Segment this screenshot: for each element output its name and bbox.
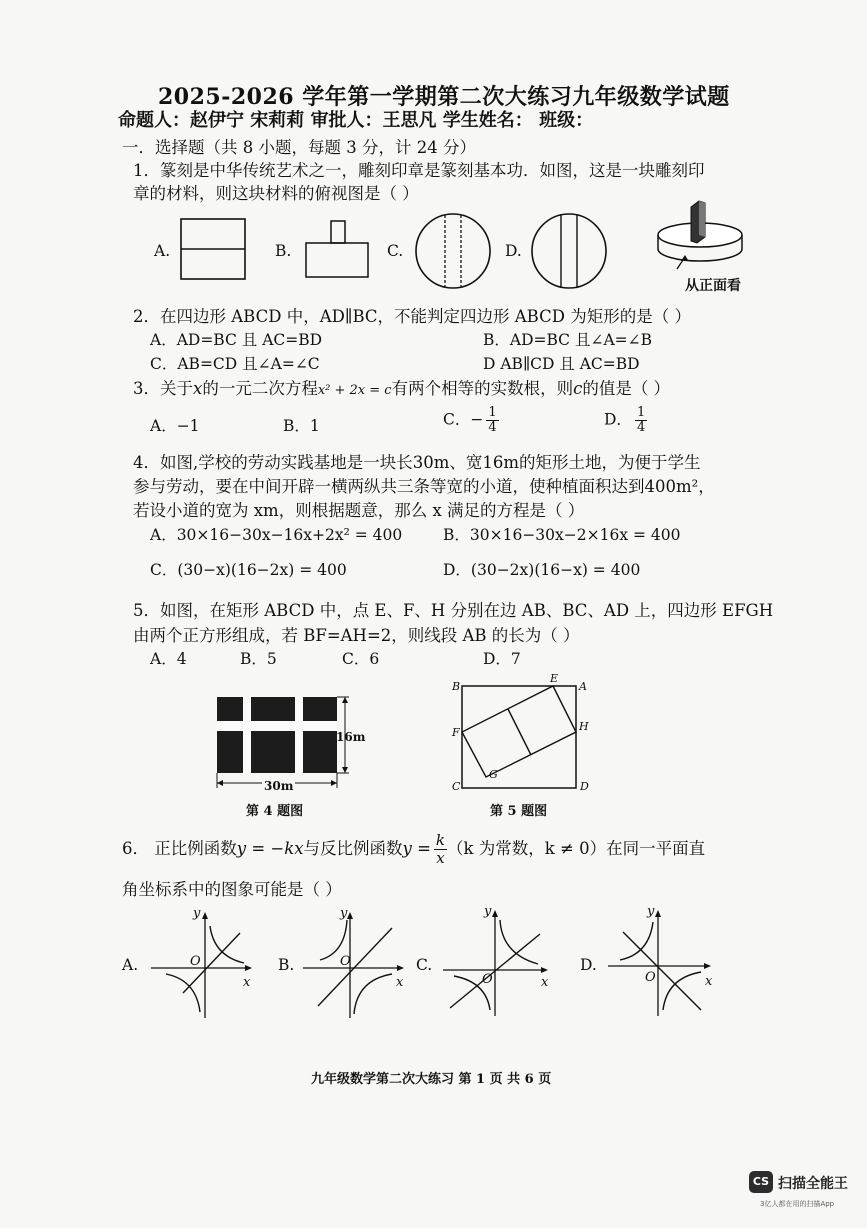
q6-frac-num: k — [435, 831, 446, 849]
q3-stem-a: 3．关于 — [133, 379, 193, 398]
fig5-label-g: G — [489, 768, 498, 781]
q2-option-b: B．AD=BC 且∠A=∠B — [483, 331, 653, 349]
q3-stem-d: 的值是（ ） — [582, 379, 671, 398]
q6-text-a: 6． 正比例函数 — [122, 839, 237, 858]
page-title: 2025-2026 学年第一学期第二次大练习九年级数学试题 — [158, 84, 730, 110]
q3-stem — [133, 375, 670, 399]
q6-option-a: A. — [122, 956, 139, 974]
q3-d-frac-num: 1 — [636, 405, 646, 420]
q6-a-origin: O — [190, 954, 201, 969]
q3-var-x: x — [193, 379, 203, 398]
q4-option-b: B．30×16−30x−2×16x = 400 — [443, 526, 681, 544]
q3-stem-b: 的一元二次方程 — [202, 379, 318, 398]
q1-option-d: D. — [505, 242, 522, 260]
q3-option-d-label: D． — [604, 410, 632, 429]
q6-graph-a — [148, 908, 258, 1023]
scanner-tagline: 3亿人都在用的扫描App — [760, 1200, 835, 1208]
q6-func2-lhs: y = — [402, 839, 431, 858]
q6-b-y-label: y — [340, 906, 348, 921]
q2-option-a: A．AD=BC 且 AC=BD — [150, 331, 323, 349]
q3-option-b: B．1 — [283, 417, 320, 435]
fig5-caption: 第 5 题图 — [490, 804, 548, 819]
fig5-label-h: H — [579, 720, 589, 733]
q6-d-x-label: x — [705, 974, 713, 989]
q3-option-d — [604, 406, 647, 435]
q1-option-a: A. — [154, 242, 171, 260]
fig5-label-b: B — [452, 680, 461, 693]
q3-option-a: A．−1 — [150, 417, 200, 435]
q3-equation: x² + 2x = c — [317, 383, 392, 398]
q6-option-b: B. — [278, 956, 295, 974]
fig4-caption: 第 4 题图 — [246, 804, 304, 819]
page-footer: 九年级数学第二次大练习 第 1 页 共 6 页 — [311, 1072, 552, 1087]
q5-option-c: C．6 — [342, 650, 380, 668]
q2-option-d: D AB∥CD 且 AC=BD — [483, 355, 640, 373]
authors-line: 命题人：赵伊宁 宋莉莉 审批人：王思凡 学生姓名： 班级： — [118, 110, 594, 131]
q6-b-x-label: x — [396, 975, 404, 990]
q3-d-frac-den: 4 — [636, 420, 646, 435]
q1-figure-d — [530, 212, 608, 290]
q6-c-origin: O — [482, 972, 493, 987]
q6-func1: y = −kx — [236, 839, 304, 858]
q6-c-x-label: x — [541, 975, 549, 990]
q1-figure-c — [414, 212, 492, 290]
q6-a-y-label: y — [193, 906, 201, 921]
q1-figure-b — [302, 220, 372, 280]
q6-line2: 角坐标系中的图象可能是（ ） — [122, 880, 342, 899]
fig5-label-e: E — [550, 672, 559, 685]
q6-line1 — [122, 832, 705, 867]
q2-option-c: C．AB=CD 且∠A=∠C — [150, 355, 320, 373]
q6-option-d: D. — [580, 956, 597, 974]
fig5-label-a: A — [579, 680, 587, 693]
q6-option-c: C. — [416, 956, 433, 974]
q1-line1: 1．篆刻是中华传统艺术之一，雕刻印章是篆刻基本功．如图，这是一块雕刻印 — [133, 161, 705, 180]
fig5-label-f: F — [452, 726, 460, 739]
q5-option-a: A．4 — [150, 650, 187, 668]
q5-option-d: D．7 — [483, 650, 521, 668]
q6-frac-den: x — [436, 849, 445, 867]
q3-c-frac-den: 4 — [488, 420, 497, 435]
q4-line3: 若设小道的宽为 xm，则根据题意，那么 x 满足的方程是（ ） — [133, 501, 585, 520]
q4-option-a: A．30×16−30x−16x+2x² = 400 — [150, 526, 403, 544]
q3-option-c — [443, 406, 499, 435]
q6-graph-c — [440, 906, 555, 1021]
q4-option-d: D．(30−2x)(16−x) = 400 — [443, 561, 641, 579]
q6-d-origin: O — [645, 970, 656, 985]
section-heading: 一．选择题（共 8 小题，每题 3 分，计 24 分） — [122, 138, 476, 157]
q6-graph-d — [605, 906, 720, 1021]
q3-var-c: c — [573, 379, 583, 398]
q5-line2: 由两个正方形组成，若 BF=AH=2，则线段 AB 的长为（ ） — [133, 626, 580, 645]
q1-view-label: 从正面看 — [685, 278, 741, 294]
q5-option-b: B．5 — [240, 650, 277, 668]
q3-stem-c: 有两个相等的实数根，则 — [391, 379, 574, 398]
q3-c-frac-num: 1 — [488, 405, 497, 420]
fig5-label-d: D — [580, 780, 589, 793]
q6-c-y-label: y — [484, 904, 492, 919]
q1-line2: 章的材料，则这块材料的俯视图是（ ） — [133, 184, 419, 203]
scanner-logo-icon: CS — [749, 1171, 773, 1193]
q6-d-y-label: y — [647, 904, 655, 919]
q6-graph-b — [300, 908, 410, 1023]
q4-line1: 4．如图,学校的劳动实践基地是一块长30m、宽16m的矩形土地，为便于学生 — [133, 453, 701, 472]
q1-option-b: B. — [275, 242, 292, 260]
fig5-label-c: C — [452, 780, 461, 793]
q6-text-b: 与反比例函数 — [303, 839, 403, 858]
scanner-app-name: 扫描全能王 — [778, 1176, 848, 1192]
q1-seal-3d-figure — [655, 195, 745, 275]
q3-option-c-label: C．− — [443, 410, 484, 429]
fig5-rectangle-diagram — [450, 672, 600, 797]
q4-line2: 参与劳动，要在中间开辟一横两纵共三条等宽的小道，使种植面积达到400m²， — [133, 477, 715, 496]
q6-a-x-label: x — [243, 975, 251, 990]
fig4-width-label: 30m — [264, 779, 294, 793]
q1-figure-a — [180, 218, 246, 280]
q5-line1: 5．如图，在矩形 ABCD 中，点 E、F、H 分别在边 AB、BC、AD 上，四边形 EFGH — [133, 601, 774, 620]
q1-option-c: C. — [387, 242, 404, 260]
fig4-height-label: 16m — [336, 730, 366, 744]
q6-text-c: （k 为常数，k ≠ 0）在同一平面直 — [447, 839, 706, 858]
q4-option-c: C．(30−x)(16−2x) = 400 — [150, 561, 347, 579]
q6-b-origin: O — [340, 954, 351, 969]
q2-stem: 2．在四边形 ABCD 中，AD∥BC，不能判定四边形 ABCD 为矩形的是（ ） — [133, 307, 691, 326]
